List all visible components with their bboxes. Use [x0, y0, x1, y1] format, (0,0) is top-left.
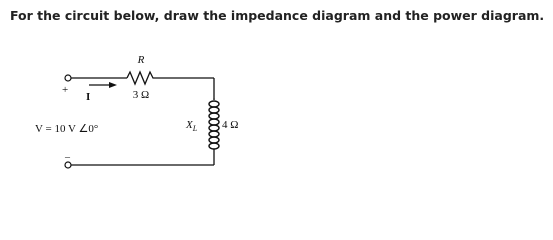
minus-sign: – — [65, 152, 70, 163]
resistor-zigzag — [127, 72, 155, 84]
inductor-symbol: $X_L$ — [186, 119, 198, 133]
current-arrow-icon — [89, 82, 117, 88]
terminal-top — [65, 75, 71, 81]
current-label: I — [86, 91, 91, 103]
plus-sign: + — [62, 84, 69, 96]
inductor-coil — [209, 98, 219, 150]
resistor-value: 3 Ω — [132, 89, 150, 101]
question-text: For the circuit below, draw the impedance diagram and the power diagram. — [10, 8, 545, 23]
source-label: V = 10 V ∠0° — [35, 123, 99, 135]
inductor-value: 4 Ω — [222, 119, 239, 131]
resistor-symbol: R — [137, 54, 145, 66]
